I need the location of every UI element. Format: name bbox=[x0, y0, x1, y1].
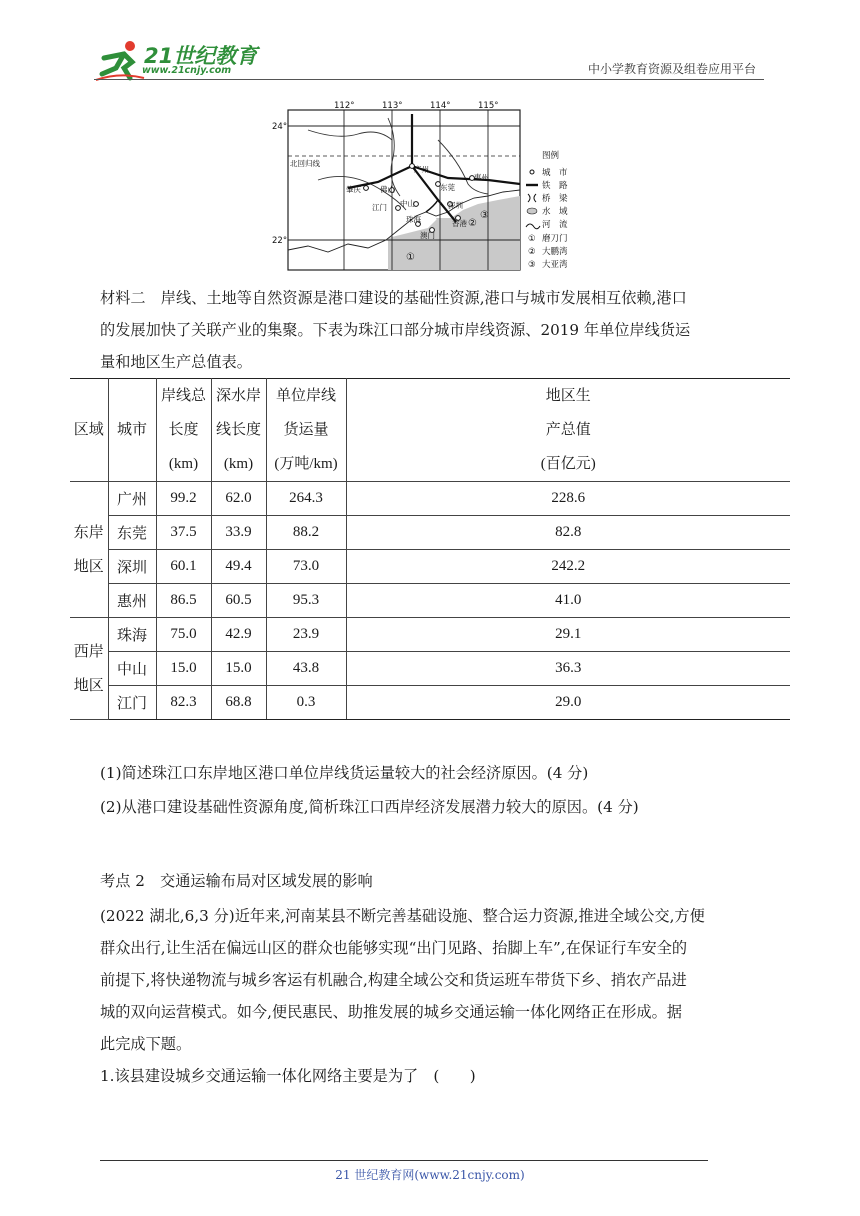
table-cell: 60.5 bbox=[211, 584, 266, 618]
table-cell: 82.8 bbox=[346, 516, 790, 550]
map-label: 澳门 bbox=[420, 231, 435, 240]
table-cell: 43.8 bbox=[266, 652, 346, 686]
table-cell: 33.9 bbox=[211, 516, 266, 550]
lon-label: 112° bbox=[334, 101, 355, 111]
section-line: 前提下,将快递物流与城乡客运有机融合,构建全域公交和货运班车带货下乡、捎农产品进 bbox=[100, 971, 687, 989]
map-label: 东莞 bbox=[440, 183, 455, 192]
table-cell: 36.3 bbox=[346, 652, 790, 686]
map-label: 图例 bbox=[542, 151, 560, 161]
marker-1: ① bbox=[406, 252, 415, 263]
map-label: ② bbox=[528, 247, 536, 257]
map-label: 佛山 bbox=[380, 185, 395, 194]
header-city: 城市 bbox=[108, 379, 156, 482]
table-cell: 242.2 bbox=[346, 550, 790, 584]
map-label: 桥 梁 bbox=[542, 194, 568, 204]
region-cell: 东岸 地区 bbox=[70, 482, 108, 618]
logo-url: www.21cnjy.com bbox=[142, 65, 232, 76]
map-label: 香港 bbox=[452, 219, 467, 228]
material-line: 量和地区生产总值表。 bbox=[100, 353, 252, 371]
table-row bbox=[70, 550, 790, 584]
lat-label: 22° bbox=[272, 236, 288, 246]
lon-label: 115° bbox=[478, 101, 499, 111]
table-cell: 95.3 bbox=[266, 584, 346, 618]
site-logo bbox=[94, 38, 264, 82]
header-length: 岸线总 长度 (km) bbox=[156, 379, 211, 482]
section-line: 此完成下题。 bbox=[100, 1035, 192, 1053]
map-label: ③ bbox=[528, 260, 536, 270]
map-label: 肇庆 bbox=[346, 185, 361, 194]
section-line: 城的双向运营模式。如今,便民惠民、助推发展的城乡交通运输一体化网络正在形成。据 bbox=[100, 1003, 682, 1021]
lat-label: 24° bbox=[272, 122, 288, 132]
runner-logo-icon bbox=[94, 38, 146, 82]
table-cell: 江门 bbox=[108, 686, 156, 720]
map-legend bbox=[526, 150, 568, 270]
lon-label: 114° bbox=[430, 101, 451, 111]
table-cell: 42.9 bbox=[211, 618, 266, 652]
map-label: ① bbox=[528, 234, 536, 244]
question-line: 1.该县建设城乡交通运输一体化网络主要是为了 ( ) bbox=[100, 1067, 476, 1085]
logo-text: 21世纪教育 bbox=[144, 44, 258, 68]
material-paragraph bbox=[100, 282, 765, 378]
table-cell: 75.0 bbox=[156, 618, 211, 652]
table-cell: 15.0 bbox=[211, 652, 266, 686]
material-line: 的发展加快了关联产业的集聚。下表为珠江口部分城市岸线资源、2019 年单位岸线货运 bbox=[100, 321, 691, 339]
platform-title: 中小学教育资源及组卷应用平台 bbox=[587, 62, 756, 76]
map-label: 城 市 bbox=[542, 168, 568, 178]
map-label: 铁 路 bbox=[542, 181, 568, 191]
table-row bbox=[70, 652, 790, 686]
table-cell: 264.3 bbox=[266, 482, 346, 516]
table-cell: 228.6 bbox=[346, 482, 790, 516]
table-cell: 88.2 bbox=[266, 516, 346, 550]
table-row bbox=[70, 618, 790, 652]
footer-divider bbox=[100, 1160, 708, 1161]
table-header-row bbox=[70, 379, 790, 482]
material-line: 材料二 岸线、土地等自然资源是港口建设的基础性资源,港口与城市发展相互依赖,港口 bbox=[100, 289, 687, 307]
section-line: 群众出行,让生活在偏远山区的群众也能够实现“出门见路、抬脚上车”,在保证行车安全的 bbox=[100, 939, 688, 957]
question-2: (2)从港口建设基础性资源角度,简析珠江口西岸经济发展潜力较大的原因。(4 分) bbox=[100, 798, 639, 816]
table-row bbox=[70, 584, 790, 618]
marker-2: ② bbox=[468, 218, 477, 229]
table-cell: 86.5 bbox=[156, 584, 211, 618]
question-1: (1)简述珠江口东岸地区港口单位岸线货运量较大的社会经济原因。(4 分) bbox=[100, 764, 589, 782]
pearl-river-map bbox=[272, 100, 588, 272]
table-cell: 62.0 bbox=[211, 482, 266, 516]
table-row bbox=[70, 686, 790, 720]
map-label: 江门 bbox=[372, 203, 387, 212]
table-row bbox=[70, 516, 790, 550]
header-freight: 单位岸线 货运量 (万吨/km) bbox=[266, 379, 346, 482]
map-label: 中山 bbox=[400, 199, 415, 208]
map-label: 珠海 bbox=[406, 215, 421, 224]
table-cell: 东莞 bbox=[108, 516, 156, 550]
table-row bbox=[70, 482, 790, 516]
table-cell: 73.0 bbox=[266, 550, 346, 584]
map-label: 广州 bbox=[414, 165, 429, 174]
table-cell: 41.0 bbox=[346, 584, 790, 618]
table-cell: 珠海 bbox=[108, 618, 156, 652]
table-cell: 惠州 bbox=[108, 584, 156, 618]
header-deep: 深水岸 线长度 (km) bbox=[211, 379, 266, 482]
section-line: (2022 湖北,6,3 分)近年来,河南某县不断完善基础设施、整合运力资源,推进全域公交,方便 bbox=[100, 907, 705, 925]
section-title: 考点 2 交通运输布局对区域发展的影响 bbox=[100, 872, 373, 890]
table-cell: 23.9 bbox=[266, 618, 346, 652]
lon-label: 113° bbox=[382, 101, 403, 111]
table-cell: 中山 bbox=[108, 652, 156, 686]
map-label: 大鹏湾 bbox=[542, 247, 568, 257]
table-cell: 0.3 bbox=[266, 686, 346, 720]
data-table bbox=[70, 378, 790, 720]
table-cell: 29.0 bbox=[346, 686, 790, 720]
map-label: 水 域 bbox=[542, 207, 568, 217]
section-paragraph bbox=[100, 900, 765, 1092]
map-label: 大亚湾 bbox=[542, 260, 568, 270]
table-cell: 广州 bbox=[108, 482, 156, 516]
map-label: 深圳 bbox=[448, 201, 463, 210]
header-gdp: 地区生 产总值 (百亿元) bbox=[346, 379, 790, 482]
table-cell: 68.8 bbox=[211, 686, 266, 720]
footer-link[interactable]: 21 世纪教育网(www.21cnjy.com) bbox=[335, 1168, 525, 1182]
marker-3: ③ bbox=[480, 210, 489, 221]
tropic-label: 北回归线 bbox=[290, 159, 320, 168]
header-divider bbox=[94, 79, 764, 80]
table-cell: 深圳 bbox=[108, 550, 156, 584]
table-cell: 82.3 bbox=[156, 686, 211, 720]
table-cell: 37.5 bbox=[156, 516, 211, 550]
table-cell: 99.2 bbox=[156, 482, 211, 516]
table-cell: 60.1 bbox=[156, 550, 211, 584]
table-cell: 29.1 bbox=[346, 618, 790, 652]
map-label: 惠州 bbox=[474, 173, 489, 182]
table-cell: 49.4 bbox=[211, 550, 266, 584]
map-label: 河 流 bbox=[542, 220, 568, 230]
table-cell: 15.0 bbox=[156, 652, 211, 686]
map-label: 磨刀门 bbox=[542, 234, 568, 244]
header-region: 区域 bbox=[70, 379, 108, 482]
region-cell: 西岸 地区 bbox=[70, 618, 108, 720]
